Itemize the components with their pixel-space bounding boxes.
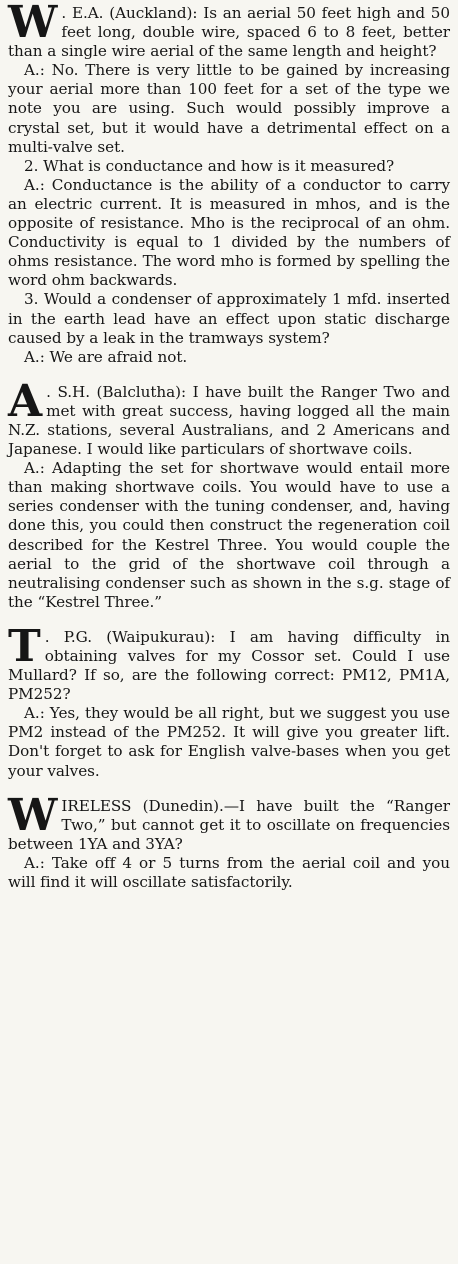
- answer-paragraph: A.: Yes, they would be all right, but we suggest you use PM2 instead of the PM252. It will give you greater lift. Don't forget to ask for English valve-bases when you get your valves.: [8, 704, 450, 780]
- question-paragraph: 3. Would a condenser of approximately 1 mfd. inserted in the earth lead have an effect upon static discharge caused by a leak in the tramways system?: [8, 290, 450, 347]
- drop-cap: W: [8, 789, 58, 841]
- answer-paragraph: A.: Adapting the set for shortwave would entail more than making shortwave coils. You would have to use a series condenser with the tuning condenser, and, having done this, you could then construct the regeneration coil described for the Kestrel Three. You would couple the aerial to the grid of the shortwave coil through a neutralising condenser such as shown in the s.g. stage of the “Kestrel Three.”: [8, 459, 450, 611]
- question-paragraph: . P.G. (Waipukurau): I am having difficulty in obtaining valves for my Cossor set. Could I use Mullard? If so, are the following correct: PM12, PM1A, PM252?: [8, 627, 450, 704]
- answer-paragraph: A.: No. There is very little to be gained by increasing your aerial more than 100 feet for a set of the type we note you are using. Such would possibly improve a crystal set, but it would have a detrimental effect on a multi-valve set.: [8, 61, 450, 156]
- answer-paragraph: A.: We are afraid not.: [24, 347, 188, 366]
- question-paragraph: . E.A. (Auckland): Is an aerial 50 feet high and 50 feet long, double wire, spaced 6 to 8 feet, better than a single wire aerial of the same length and height?: [8, 4, 450, 61]
- question-paragraph: 2. What is conductance and how is it measured?: [24, 156, 395, 175]
- question-paragraph: IRELESS (Dunedin).—I have built the “Ranger Two,” but cannot get it to oscillate on frequencies between 1YA and 3YA?: [8, 796, 450, 853]
- letter-wireless-dunedin: [8, 789, 450, 892]
- question-paragraph: . S.H. (Balclutha): I have built the Ranger Two and met with great success, having logged all the main N.Z. stations, several Australians, and 2 Americans and Japanese. I would like particulars of shortwave coils.: [8, 382, 450, 459]
- drop-cap: W: [8, 0, 58, 48]
- answer-paragraph: A.: Conductance is the ability of a conductor to carry an electric current. It is measured in mhos, and is the opposite of resistance. Mho is the reciprocal of an ohm. Conductivity is equal to 1 divided by the numbers of ohms resistance. The word mho is formed by spelling the word ohm backwards.: [8, 175, 450, 290]
- drop-cap: A: [8, 375, 43, 427]
- answer-paragraph: A.: Take off 4 or 5 turns from the aerial coil and you will find it will oscillate satisfactorily.: [8, 853, 450, 892]
- letter-sh-balclutha: [8, 375, 450, 612]
- letter-ea-auckland: [8, 0, 450, 367]
- letter-pg-waipukurau: [8, 620, 450, 781]
- drop-cap: T: [8, 620, 41, 672]
